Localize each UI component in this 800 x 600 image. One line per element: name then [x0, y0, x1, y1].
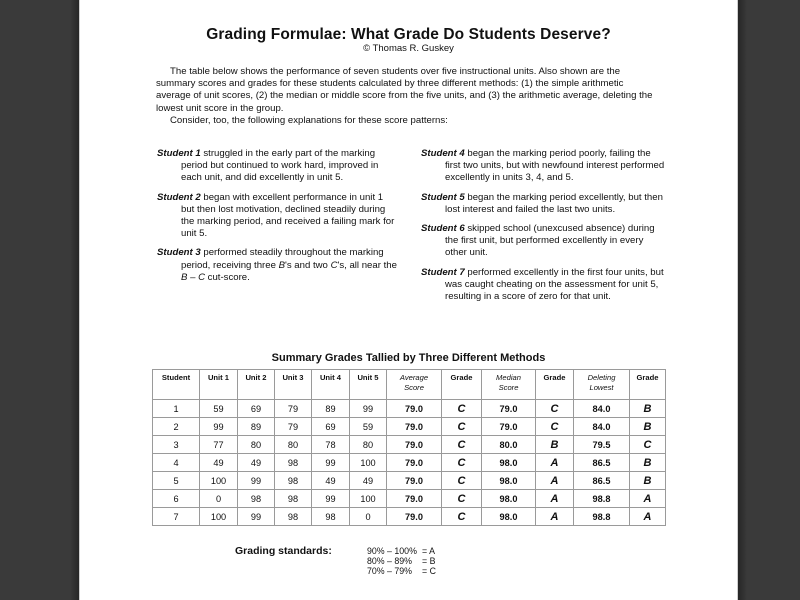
cell-u4: 98	[312, 508, 350, 526]
intro-text	[156, 66, 656, 127]
header-line: Deleting	[587, 373, 616, 382]
note-text: struggled in the early part of the marking period but continued to work hard, improved in each unit, and did excellently in unit 5.	[181, 148, 379, 184]
cell-u4: 69	[312, 418, 350, 436]
table-row	[153, 418, 666, 436]
grades-table	[152, 369, 666, 526]
header-line: Average	[399, 373, 429, 382]
cell-u1: 49	[200, 454, 238, 472]
notes-right-column	[421, 148, 666, 310]
table-title: Summary Grades Tallied by Three Different Methods	[271, 352, 546, 364]
col-header-unit5: Unit 5	[350, 370, 387, 400]
cell-avg: 79.0	[387, 400, 442, 418]
cell-median: 98.0	[482, 454, 536, 472]
table-row	[153, 490, 666, 508]
col-header-grade-median: Grade	[536, 370, 574, 400]
cell-median: 98.0	[482, 508, 536, 526]
col-header-grade-average: Grade	[442, 370, 482, 400]
notes-left-column	[157, 148, 399, 291]
cell-u2: 99	[238, 472, 275, 490]
col-header-unit2: Unit 2	[238, 370, 275, 400]
student-note	[157, 247, 399, 284]
col-header-student: Student	[153, 370, 200, 400]
intro-paragraph: Consider, too, the following explanations for these score patterns:	[170, 114, 448, 126]
cell-u3: 80	[275, 436, 312, 454]
col-header-unit4: Unit 4	[312, 370, 350, 400]
table-row	[153, 508, 666, 526]
cell-g-med: A	[536, 490, 574, 508]
cell-u2: 99	[238, 508, 275, 526]
col-header-average	[387, 370, 442, 400]
document-page	[79, 0, 738, 600]
standard-grade: = B	[422, 556, 436, 567]
cell-avg: 79.0	[387, 454, 442, 472]
note-emphasis: C	[330, 259, 338, 271]
standard-row	[367, 566, 436, 576]
cell-avg: 79.0	[387, 490, 442, 508]
cell-g-avg: C	[442, 508, 482, 526]
cell-u4: 99	[312, 490, 350, 508]
cell-g-del: B	[630, 454, 666, 472]
cell-u4: 78	[312, 436, 350, 454]
cell-g-avg: C	[442, 490, 482, 508]
cell-student: 7	[153, 508, 200, 526]
cell-g-avg: C	[442, 436, 482, 454]
note-text: began the marking period poorly, failing the first two units, but with newfound interest performed excellently in units 3, 4, and 5.	[445, 148, 665, 184]
cell-u1: 0	[200, 490, 238, 508]
standard-row	[367, 556, 436, 566]
note-text: cut-score.	[205, 271, 250, 283]
table-row	[153, 472, 666, 490]
cell-g-del: A	[630, 490, 666, 508]
header-line: Score	[498, 383, 519, 392]
cell-u5: 0	[350, 508, 387, 526]
cell-student: 1	[153, 400, 200, 418]
document-title: Grading Formulae: What Grade Do Students Deserve?	[206, 26, 611, 43]
student-label: Student 6	[421, 223, 465, 235]
document-author: © Thomas R. Guskey	[363, 43, 454, 54]
student-note	[157, 192, 399, 241]
cell-g-avg: C	[442, 418, 482, 436]
student-label: Student 4	[421, 148, 465, 159]
header-line: Score	[404, 383, 424, 392]
cell-u1: 100	[200, 472, 238, 490]
cell-del: 86.5	[574, 454, 630, 472]
cell-u2: 80	[238, 436, 275, 454]
cell-student: 6	[153, 490, 200, 508]
note-text: 's, all near the	[337, 259, 397, 271]
grading-standards-list	[367, 546, 436, 577]
header-line: Lowest	[589, 383, 614, 392]
cell-u2: 69	[238, 400, 275, 418]
cell-g-med: C	[536, 418, 574, 436]
student-label: Student 3	[157, 247, 201, 259]
viewer-shadow-left	[70, 0, 79, 600]
cell-avg: 79.0	[387, 418, 442, 436]
cell-student: 5	[153, 472, 200, 490]
cell-g-avg: C	[442, 400, 482, 418]
cell-u3: 98	[275, 508, 312, 526]
table-row	[153, 400, 666, 418]
table-body	[153, 400, 666, 526]
student-note	[421, 148, 666, 185]
cell-u3: 98	[275, 490, 312, 508]
cell-median: 80.0	[482, 436, 536, 454]
note-text: 's and two	[285, 259, 331, 271]
student-label: Student 2	[157, 191, 201, 203]
cell-u4: 89	[312, 400, 350, 418]
cell-u2: 49	[238, 454, 275, 472]
cell-avg: 79.0	[387, 508, 442, 526]
cell-u1: 99	[200, 418, 238, 436]
cell-u2: 98	[238, 490, 275, 508]
col-header-grade-deleting: Grade	[630, 370, 666, 400]
viewer-shadow-right	[738, 0, 747, 600]
standard-grade: = C	[422, 566, 436, 577]
table-header-row	[153, 370, 666, 400]
standard-range: 90% – 100%	[367, 546, 417, 556]
cell-median: 98.0	[482, 490, 536, 508]
student-note	[157, 148, 399, 185]
cell-g-del: B	[630, 400, 666, 418]
cell-u5: 59	[350, 418, 387, 436]
cell-g-med: B	[536, 436, 574, 454]
cell-avg: 79.0	[387, 436, 442, 454]
cell-median: 98.0	[482, 472, 536, 490]
cell-g-del: B	[630, 472, 666, 490]
cell-median: 79.0	[482, 418, 536, 436]
student-note	[421, 267, 666, 304]
cell-u5: 100	[350, 454, 387, 472]
cell-u2: 89	[238, 418, 275, 436]
table-row	[153, 454, 666, 472]
standard-range: 70% – 79%	[367, 566, 412, 577]
cell-u1: 77	[200, 436, 238, 454]
cell-u5: 80	[350, 436, 387, 454]
student-label: Student 7	[421, 266, 465, 278]
cell-u3: 98	[275, 454, 312, 472]
student-label: Student 5	[421, 191, 465, 203]
cell-del: 98.8	[574, 508, 630, 526]
note-text: performed steadily throughout the marking period, receiving three	[181, 247, 384, 271]
cell-u4: 49	[312, 472, 350, 490]
cell-g-med: A	[536, 508, 574, 526]
cell-g-med: A	[536, 472, 574, 490]
note-text: began the marking period excellently, but then lost interest and failed the last two units.	[445, 191, 663, 215]
student-label: Student 1	[157, 148, 201, 159]
cell-student: 3	[153, 436, 200, 454]
intro-paragraph: The table below shows the performance of seven students over five instructional units. Also shown are the summary scores and grades for these students calculated by three different methods: (1) the simple arithmetic average of unit scores, (2) the median or middle score from the five units, and (3) the arithmetic average, deleting the lowest unit score in the group.	[156, 66, 653, 114]
cell-u5: 49	[350, 472, 387, 490]
cell-g-med: A	[536, 454, 574, 472]
cell-del: 98.8	[574, 490, 630, 508]
cell-u3: 79	[275, 418, 312, 436]
col-header-unit1: Unit 1	[200, 370, 238, 400]
cell-median: 79.0	[482, 400, 536, 418]
cell-avg: 79.0	[387, 472, 442, 490]
cell-g-med: C	[536, 400, 574, 418]
cell-u4: 99	[312, 454, 350, 472]
note-text: began with excellent performance in unit 1 but then lost motivation, declined steadily during the marking period, and received a failing mark for unit 5.	[181, 191, 395, 240]
cell-student: 4	[153, 454, 200, 472]
col-header-deleting-lowest	[574, 370, 630, 400]
cell-u3: 98	[275, 472, 312, 490]
grading-standards-label: Grading standards:	[235, 545, 332, 557]
cell-del: 84.0	[574, 400, 630, 418]
cell-u5: 100	[350, 490, 387, 508]
note-emphasis: B – C	[181, 271, 205, 283]
cell-u1: 59	[200, 400, 238, 418]
col-header-median	[482, 370, 536, 400]
cell-del: 86.5	[574, 472, 630, 490]
student-note	[421, 192, 666, 216]
cell-u5: 99	[350, 400, 387, 418]
cell-g-del: C	[630, 436, 666, 454]
note-emphasis: B	[278, 259, 285, 271]
standard-row	[367, 546, 436, 556]
standard-grade: = A	[422, 546, 435, 556]
col-header-unit3: Unit 3	[275, 370, 312, 400]
cell-g-del: B	[630, 418, 666, 436]
standard-range: 80% – 89%	[367, 556, 412, 567]
note-text: performed excellently in the first four units, but was caught cheating on the assessment for unit 5, resulting in a score of zero for that unit.	[445, 266, 664, 303]
header-line: Median	[496, 373, 521, 382]
note-text: skipped school (unexcused absence) during the first unit, but performed excellently in every other unit.	[445, 223, 655, 259]
student-note	[421, 223, 666, 260]
cell-g-del: A	[630, 508, 666, 526]
cell-g-avg: C	[442, 472, 482, 490]
table-row	[153, 436, 666, 454]
cell-g-avg: C	[442, 454, 482, 472]
cell-u3: 79	[275, 400, 312, 418]
cell-del: 79.5	[574, 436, 630, 454]
cell-student: 2	[153, 418, 200, 436]
cell-del: 84.0	[574, 418, 630, 436]
cell-u1: 100	[200, 508, 238, 526]
